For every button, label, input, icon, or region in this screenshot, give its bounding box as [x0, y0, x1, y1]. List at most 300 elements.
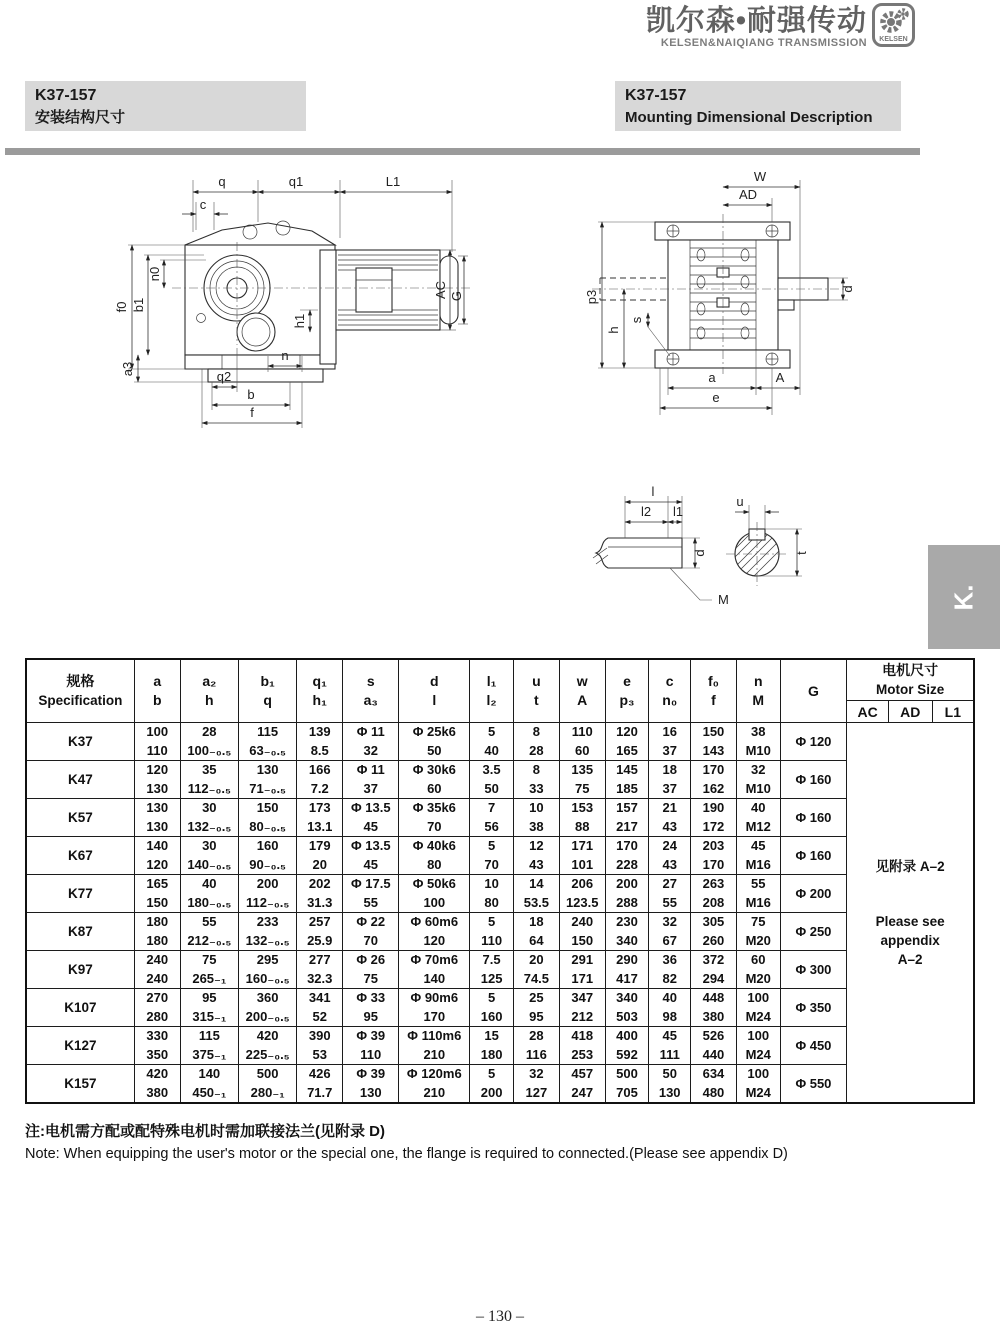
value-bottom: 210	[423, 1046, 446, 1062]
gear-logo-icon	[875, 6, 912, 36]
value-cell	[470, 1065, 514, 1104]
value-bottom: 130	[146, 818, 169, 834]
table-row-k57	[26, 799, 974, 837]
g-cell: Φ 350	[780, 989, 847, 1027]
value-bottom: 132₋₀.₅	[245, 932, 290, 948]
value-top: 27	[662, 876, 677, 891]
value-cell	[134, 761, 180, 799]
value-cell	[691, 989, 737, 1027]
value-cell	[134, 1065, 180, 1104]
g-cell: Φ 200	[780, 875, 847, 913]
note-english: Note: When equipping the user's motor or the special one, the flange is required to connected.(Please see appendix D)	[25, 1146, 788, 1162]
value-cell	[559, 875, 605, 913]
dim-label-p3: p3	[584, 289, 599, 305]
value-top: 418	[571, 1028, 594, 1043]
dim-label-d-shaft: d	[692, 549, 707, 557]
value-bottom: 100₋₀.₅	[187, 742, 232, 758]
value-bottom: 208	[702, 894, 725, 910]
value-cell	[238, 1027, 296, 1065]
col-header-11	[649, 659, 691, 723]
value-cell	[297, 913, 343, 951]
value-bottom: 100	[423, 894, 446, 910]
value-bottom: 40	[484, 742, 499, 758]
spec-header-zh: 规格	[66, 673, 95, 689]
value-cell	[343, 913, 399, 951]
spec-cell: K157	[26, 1065, 134, 1104]
value-cell	[513, 761, 559, 799]
dim-label-a: a	[708, 370, 716, 385]
brand-block	[646, 6, 867, 50]
value-top: 115	[198, 1028, 220, 1043]
col-header-top: d	[430, 673, 439, 689]
value-cell	[691, 723, 737, 761]
value-cell	[238, 1065, 296, 1104]
value-cell	[736, 951, 780, 989]
value-top: 140	[198, 1066, 221, 1081]
value-cell	[649, 913, 691, 951]
dim-label-W: W	[753, 169, 767, 184]
col-header-bottom: a₃	[363, 692, 378, 708]
value-bottom: M10	[745, 742, 771, 758]
value-top: 45	[662, 1028, 677, 1043]
value-bottom: 294	[702, 970, 725, 986]
dim-label-AD: AD	[738, 187, 758, 202]
spec-cell: K77	[26, 875, 134, 913]
value-top: 100	[747, 990, 770, 1005]
value-cell	[238, 951, 296, 989]
motor-subheader-l1: L1	[932, 701, 974, 723]
g-cell: Φ 300	[780, 951, 847, 989]
value-bottom: 71₋₀.₅	[249, 780, 287, 796]
g-cell: Φ 160	[780, 837, 847, 875]
value-cell	[134, 723, 180, 761]
value-top: Φ 11	[356, 762, 385, 777]
col-header-1	[134, 659, 180, 723]
value-bottom: 265₋₁	[192, 970, 227, 986]
value-cell	[134, 837, 180, 875]
value-cell	[470, 913, 514, 951]
value-bottom: 53	[312, 1046, 327, 1062]
col-header-top: a₂	[202, 673, 217, 689]
value-cell	[180, 1027, 238, 1065]
value-bottom: 95	[529, 1008, 544, 1024]
value-bottom: 32	[363, 742, 378, 758]
value-cell	[134, 799, 180, 837]
dim-label-n0: n0	[147, 266, 162, 282]
value-bottom: 592	[616, 1046, 638, 1062]
value-top: 18	[529, 914, 544, 929]
value-cell	[513, 1065, 559, 1104]
value-bottom: 288	[616, 894, 638, 910]
value-top: 420	[146, 1066, 169, 1081]
value-bottom: 160	[480, 1008, 503, 1024]
value-cell	[470, 837, 514, 875]
col-header-7	[470, 659, 514, 723]
value-top: 100	[747, 1028, 770, 1043]
value-bottom: 247	[571, 1084, 594, 1100]
spec-cell: K87	[26, 913, 134, 951]
value-cell	[297, 723, 343, 761]
value-bottom: 170	[702, 856, 725, 872]
col-header-bottom: M	[752, 692, 765, 708]
g-cell: Φ 450	[780, 1027, 847, 1065]
value-cell	[513, 875, 559, 913]
value-cell	[691, 799, 737, 837]
value-bottom: 127	[525, 1084, 548, 1100]
motor-header-zh: 电机尺寸	[882, 662, 939, 678]
value-bottom: M10	[745, 780, 771, 796]
value-top: Φ 30k6	[412, 762, 456, 777]
brand-english: KELSEN&NAIQIANG TRANSMISSION	[660, 37, 867, 49]
value-top: 20	[529, 952, 544, 967]
value-top: 270	[146, 990, 169, 1005]
value-bottom: 33	[529, 780, 544, 796]
value-cell	[470, 723, 514, 761]
value-cell	[605, 799, 649, 837]
value-bottom: 13.1	[307, 818, 333, 834]
value-bottom: 143	[702, 742, 725, 758]
value-top: 32	[751, 762, 766, 777]
value-bottom: 7.2	[310, 780, 329, 796]
value-bottom: 28	[529, 742, 544, 758]
value-top: 30	[202, 838, 217, 853]
value-top: 500	[256, 1066, 279, 1081]
value-bottom: 75	[363, 970, 378, 986]
value-bottom: 120	[146, 856, 169, 872]
col-header-top: f₀	[707, 673, 719, 689]
value-top: 290	[616, 952, 638, 967]
value-top: Φ 90m6	[410, 990, 459, 1005]
spec-cell: K97	[26, 951, 134, 989]
value-cell	[238, 761, 296, 799]
value-cell	[399, 761, 470, 799]
value-cell	[513, 837, 559, 875]
value-top: 110	[571, 724, 593, 739]
value-top: 130	[146, 800, 169, 815]
motor-note-en3: A–2	[897, 951, 923, 967]
value-top: 75	[751, 914, 766, 929]
value-top: 60	[751, 952, 766, 967]
value-top: 28	[202, 724, 217, 739]
value-cell	[736, 989, 780, 1027]
col-header-5	[343, 659, 399, 723]
value-cell	[399, 913, 470, 951]
dim-label-AC: AC	[433, 280, 448, 300]
table-row-k67	[26, 837, 974, 875]
value-top: 30	[202, 800, 217, 815]
dim-label-d-end: d	[840, 285, 855, 293]
value-top: 24	[662, 838, 677, 853]
value-top: 180	[146, 914, 169, 929]
value-top: Φ 60m6	[410, 914, 459, 929]
value-cell	[180, 875, 238, 913]
dim-label-u: u	[736, 494, 744, 509]
value-bottom: 55	[662, 894, 677, 910]
col-header-bottom: h	[205, 692, 214, 708]
motor-note-en2: appendix	[880, 932, 940, 948]
dim-label-t: t	[794, 551, 809, 555]
value-cell	[736, 875, 780, 913]
value-cell	[399, 875, 470, 913]
value-top: 135	[571, 762, 594, 777]
value-bottom: 63₋₀.₅	[249, 742, 287, 758]
col-header-bottom: l	[432, 692, 437, 708]
section-tab-label: K.	[948, 584, 979, 610]
value-top: 170	[702, 762, 725, 777]
spec-column-header	[26, 659, 134, 723]
value-top: 55	[202, 914, 217, 929]
value-top: 50	[662, 1066, 677, 1081]
value-cell	[297, 875, 343, 913]
value-cell	[736, 799, 780, 837]
dim-label-b: b	[247, 387, 255, 402]
motor-subheader-ac: AC	[847, 701, 889, 723]
value-cell	[559, 1065, 605, 1104]
value-cell	[343, 837, 399, 875]
value-top: 25	[529, 990, 544, 1005]
value-bottom: 170	[423, 1008, 446, 1024]
motor-subheader-ad: AD	[888, 701, 932, 723]
value-cell	[605, 761, 649, 799]
col-header-13	[736, 659, 780, 723]
value-cell	[343, 1065, 399, 1104]
spec-cell: K47	[26, 761, 134, 799]
value-bottom: 60	[427, 780, 442, 796]
dim-label-e: e	[712, 390, 720, 405]
value-cell	[134, 875, 180, 913]
value-bottom: 140	[423, 970, 446, 986]
value-bottom: 82	[662, 970, 677, 986]
col-header-bottom: t	[534, 692, 539, 708]
value-bottom: 52	[312, 1008, 327, 1024]
value-cell	[399, 723, 470, 761]
value-bottom: 225₋₀.₅	[245, 1046, 290, 1062]
value-top: Φ 110m6	[407, 1028, 462, 1043]
value-cell	[649, 723, 691, 761]
value-cell	[180, 723, 238, 761]
value-cell	[691, 761, 737, 799]
technical-drawings	[0, 160, 1000, 660]
spec-cell: K57	[26, 799, 134, 837]
g-cell: Φ 250	[780, 913, 847, 951]
value-bottom: 43	[662, 818, 677, 834]
value-cell	[649, 875, 691, 913]
value-cell	[691, 951, 737, 989]
model-range-en: K37-157	[625, 87, 687, 104]
value-cell	[180, 989, 238, 1027]
value-cell	[605, 837, 649, 875]
dim-label-q: q	[218, 174, 226, 189]
value-top: 240	[571, 914, 594, 929]
value-bottom: 180₋₀.₅	[187, 894, 232, 910]
value-bottom: 32.3	[307, 970, 333, 986]
spec-header-en: Specification	[38, 693, 123, 708]
value-top: Φ 13.5	[350, 800, 391, 815]
table-row-k87	[26, 913, 974, 951]
dim-label-l: l	[651, 484, 655, 499]
dim-label-q1: q1	[288, 174, 304, 189]
dim-label-q2: q2	[216, 369, 232, 384]
value-bottom: 380	[146, 1084, 169, 1100]
value-cell	[238, 837, 296, 875]
col-header-bottom: b	[152, 692, 162, 708]
value-cell	[399, 951, 470, 989]
dim-label-A: A	[775, 370, 785, 385]
value-bottom: 112₋₀.₅	[187, 780, 231, 796]
value-top: 130	[256, 762, 279, 777]
value-cell	[470, 1027, 514, 1065]
value-top: 230	[616, 914, 638, 929]
value-cell	[691, 913, 737, 951]
col-header-top: l₁	[486, 673, 497, 689]
value-bottom: 200	[480, 1084, 503, 1100]
value-bottom: 503	[616, 1008, 638, 1024]
value-bottom: 37	[662, 742, 677, 758]
value-cell	[649, 799, 691, 837]
value-top: 157	[616, 800, 638, 815]
col-header-bottom: l₂	[486, 692, 497, 708]
value-top: 5	[487, 990, 496, 1005]
kelsen-logo	[872, 3, 915, 47]
spec-cell: K127	[26, 1027, 134, 1065]
value-bottom: 417	[616, 970, 638, 986]
value-cell	[736, 837, 780, 875]
value-cell	[343, 875, 399, 913]
value-cell	[399, 989, 470, 1027]
value-bottom: 150	[571, 932, 594, 948]
value-top: Φ 26	[356, 952, 386, 967]
col-header-top: u	[532, 673, 541, 689]
value-top: 160	[256, 838, 279, 853]
col-header-9	[559, 659, 605, 723]
value-cell	[180, 913, 238, 951]
dim-label-b1: b1	[131, 297, 146, 313]
value-top: 10	[484, 876, 499, 891]
value-cell	[470, 875, 514, 913]
value-bottom: 50	[427, 742, 442, 758]
value-top: 634	[702, 1066, 725, 1081]
value-bottom: 130	[146, 780, 169, 796]
note-chinese: 注:电机需方配或配特殊电机时需加联接法兰(见附录 D)	[25, 1123, 385, 1140]
value-cell	[399, 1027, 470, 1065]
col-header-3	[238, 659, 296, 723]
value-bottom: 160₋₀.₅	[245, 970, 290, 986]
col-header-bottom: q	[263, 692, 272, 708]
g-cell: Φ 160	[780, 799, 847, 837]
value-cell	[736, 723, 780, 761]
value-top: 140	[146, 838, 169, 853]
col-header-4	[297, 659, 343, 723]
value-top: Φ 39	[356, 1028, 386, 1043]
value-bottom: M24	[745, 1046, 771, 1062]
value-bottom: 98	[662, 1008, 677, 1024]
value-bottom: 55	[363, 894, 378, 910]
value-cell	[399, 1065, 470, 1104]
value-cell	[343, 951, 399, 989]
value-top: Φ 25k6	[412, 724, 456, 739]
value-top: Φ 35k6	[412, 800, 456, 815]
value-bottom: 172	[702, 818, 725, 834]
value-top: 100	[146, 724, 169, 739]
value-top: 21	[662, 800, 677, 815]
section-tab-k	[928, 545, 1000, 649]
value-top: 100	[747, 1066, 770, 1081]
value-cell	[605, 875, 649, 913]
value-cell	[649, 951, 691, 989]
value-bottom: 37	[662, 780, 677, 796]
dim-label-n: n	[281, 348, 289, 363]
value-top: 40	[662, 990, 677, 1005]
col-header-bottom: n₀	[662, 692, 678, 708]
dim-label-l1: l1	[672, 504, 684, 519]
col-header-top: e	[623, 673, 631, 689]
value-cell	[559, 989, 605, 1027]
value-top: 330	[146, 1028, 169, 1043]
value-bottom: 180	[146, 932, 169, 948]
value-top: 203	[702, 838, 725, 853]
value-top: 372	[702, 952, 725, 967]
table-row-k97	[26, 951, 974, 989]
dim-label-h: h	[606, 326, 621, 334]
value-cell	[649, 837, 691, 875]
value-top: 291	[571, 952, 594, 967]
value-bottom: 123.5	[565, 894, 599, 910]
value-cell	[470, 761, 514, 799]
value-cell	[134, 913, 180, 951]
value-cell	[297, 799, 343, 837]
value-top: 10	[529, 800, 544, 815]
value-bottom: 43	[529, 856, 544, 872]
brand-chinese: 凯尔森•耐强传动	[645, 5, 867, 37]
value-bottom: 440	[702, 1046, 725, 1062]
value-top: 166	[308, 762, 331, 777]
title-block-en	[615, 81, 901, 131]
dim-label-G: G	[449, 290, 464, 302]
value-bottom: 185	[616, 780, 638, 796]
kelsen-logo-text: KELSEN	[879, 36, 908, 43]
value-bottom: 56	[484, 818, 499, 834]
value-top: Φ 50k6	[412, 876, 456, 891]
value-top: 120	[146, 762, 169, 777]
value-top: 139	[308, 724, 331, 739]
col-header-top: s	[366, 673, 375, 689]
value-top: 18	[662, 762, 677, 777]
value-cell	[605, 913, 649, 951]
value-top: 426	[308, 1066, 331, 1081]
value-bottom: 162	[702, 780, 725, 796]
value-bottom: 260	[702, 932, 725, 948]
value-bottom: 110	[146, 742, 168, 758]
value-bottom: 111	[659, 1046, 680, 1062]
value-top: Φ 11	[356, 724, 385, 739]
value-cell	[343, 989, 399, 1027]
dim-label-f0: f0	[114, 301, 129, 313]
value-cell	[513, 1027, 559, 1065]
value-top: Φ 13.5	[350, 838, 391, 853]
value-top: 36	[662, 952, 677, 967]
g-header-label: G	[807, 682, 819, 699]
table-row-k47	[26, 761, 974, 799]
value-top: Φ 120m6	[406, 1066, 462, 1081]
value-cell	[736, 761, 780, 799]
value-top: 5	[487, 1066, 496, 1081]
value-bottom: 150	[146, 894, 169, 910]
value-top: Φ 17.5	[350, 876, 391, 891]
col-header-10	[605, 659, 649, 723]
page-number: – 130 –	[476, 1308, 524, 1325]
title-block-zh	[25, 81, 306, 131]
value-bottom: 74.5	[523, 970, 550, 986]
